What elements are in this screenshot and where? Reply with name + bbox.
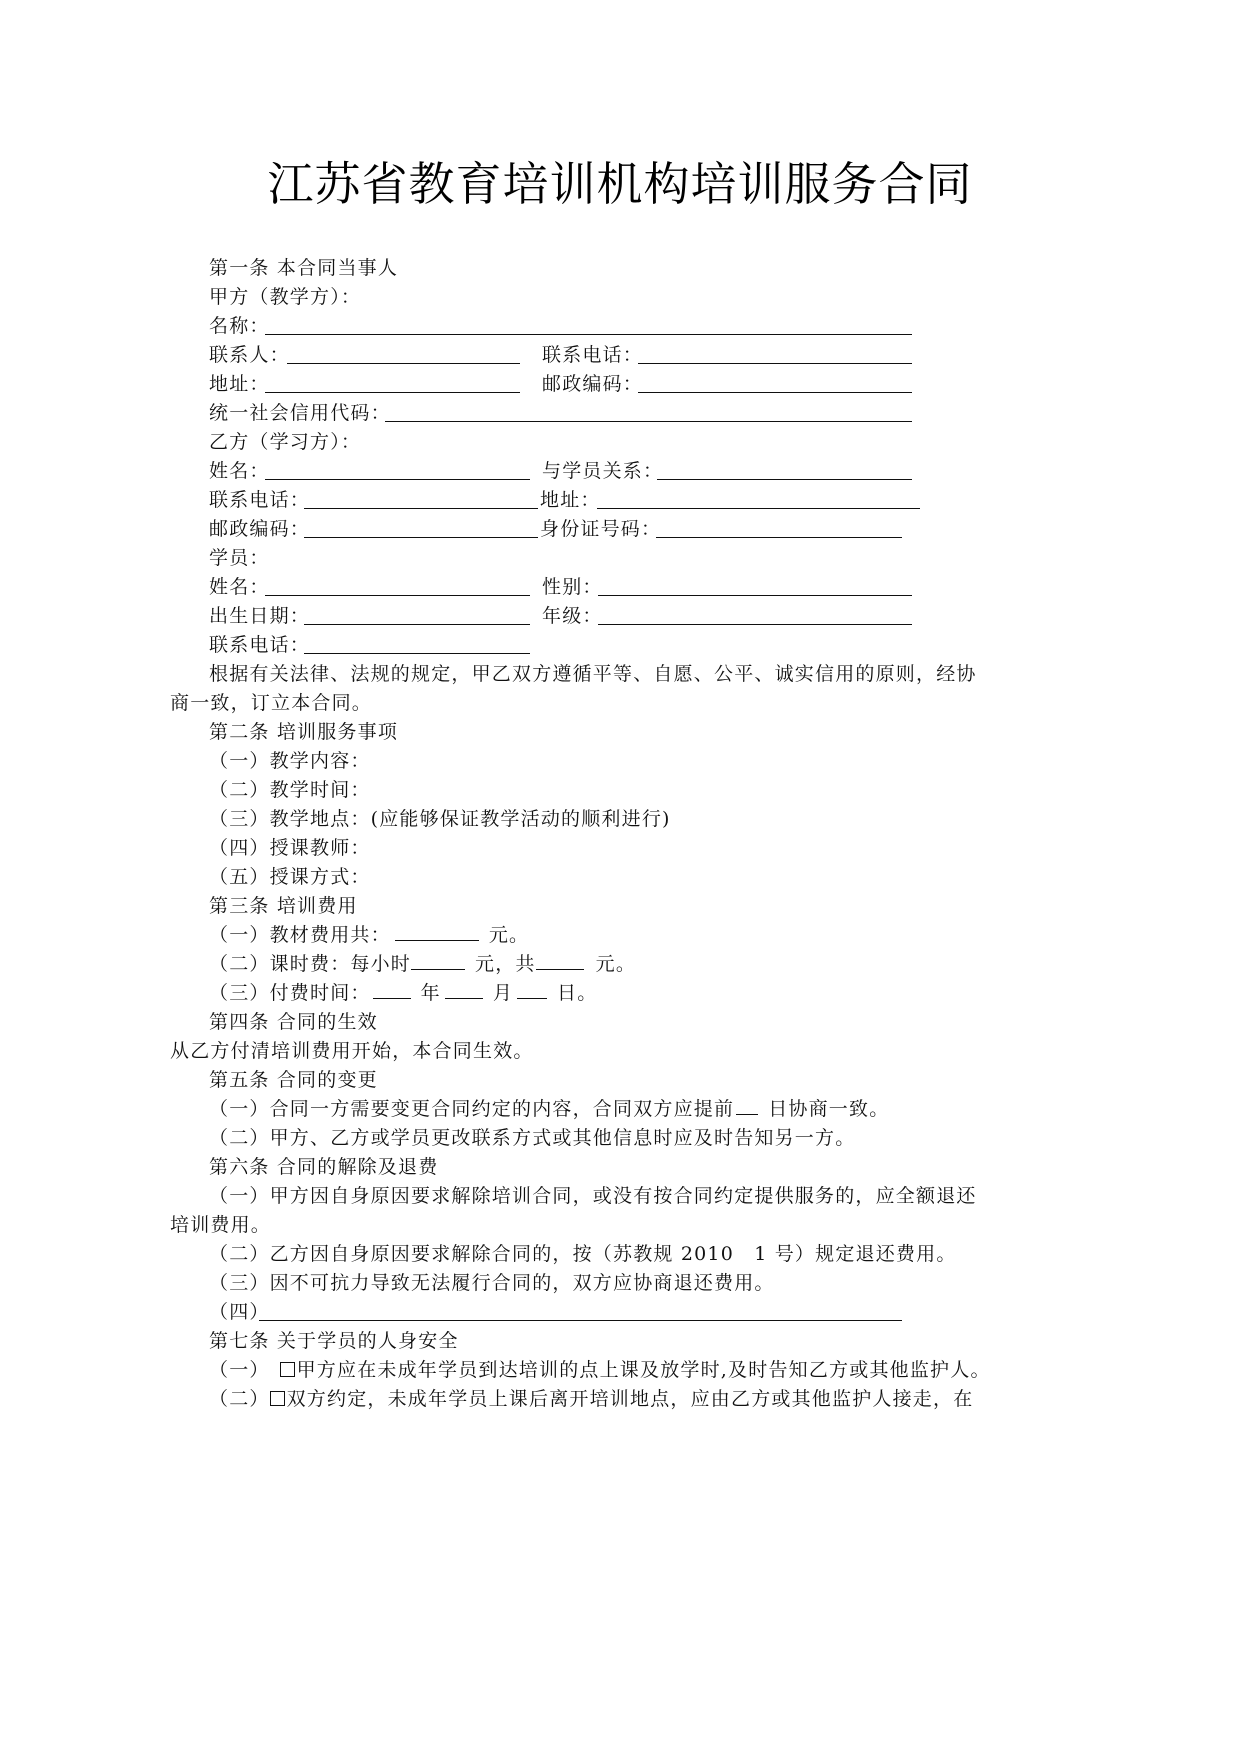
party-a-phone-field[interactable] bbox=[638, 363, 912, 364]
fee-total-unit: 元。 bbox=[595, 953, 637, 975]
party-b-relation-field[interactable] bbox=[657, 479, 912, 480]
student-birth-field[interactable] bbox=[304, 624, 530, 625]
safety-clause-2-number: （二） bbox=[209, 1388, 270, 1410]
safety-clause-1-text: 甲方应在未成年学员到达培训的点上课及放学时,及时告知乙方或其他监护人。 bbox=[296, 1359, 991, 1381]
payment-month-field[interactable] bbox=[445, 980, 483, 999]
student-grade-field[interactable] bbox=[598, 624, 912, 625]
refund-clause-4-label: （四） bbox=[209, 1301, 270, 1323]
student-name-field[interactable] bbox=[265, 595, 530, 596]
party-b-label: 乙方（学习方）： bbox=[209, 431, 362, 453]
article-4-heading: 第四条 合同的生效 bbox=[209, 1011, 378, 1033]
party-b-phone-label: 联系电话： bbox=[209, 489, 311, 511]
safety-clause-2 bbox=[209, 1383, 973, 1415]
credit-code-field[interactable] bbox=[385, 421, 912, 422]
fee-materials-field[interactable] bbox=[395, 922, 479, 941]
student-phone-line bbox=[209, 629, 914, 661]
payment-time-line bbox=[209, 977, 597, 1009]
teaching-time: （二）教学时间： bbox=[209, 779, 371, 801]
party-a-contact-label: 联系人： bbox=[209, 344, 290, 366]
article-6-heading: 第六条 合同的解除及退费 bbox=[209, 1156, 439, 1178]
refund-clause-1b: 培训费用。 bbox=[170, 1214, 272, 1236]
student-name-label: 姓名： bbox=[209, 576, 270, 598]
party-b-postcode-line bbox=[209, 513, 914, 545]
credit-code-label: 统一社会信用代码： bbox=[209, 402, 391, 424]
safety-clause-1 bbox=[209, 1354, 991, 1386]
article-1-heading: 第一条 本合同当事人 bbox=[209, 257, 399, 279]
party-b-address-label: 地址： bbox=[540, 489, 601, 511]
refund-clause-4-field[interactable] bbox=[259, 1320, 902, 1321]
student-grade-label: 年级： bbox=[542, 605, 603, 627]
refund-clause-3: （三）因不可抗力导致无法履行合同的，双方应协商退还费用。 bbox=[209, 1272, 775, 1294]
payment-month-label: 月 bbox=[492, 982, 514, 1004]
teaching-location: （三）教学地点：(应能够保证教学活动的顺利进行) bbox=[209, 808, 671, 830]
fee-hourly-field[interactable] bbox=[411, 951, 465, 970]
party-a-contact-field[interactable] bbox=[287, 363, 520, 364]
teaching-content: （一）教学内容： bbox=[209, 750, 371, 772]
teaching-method: （五）授课方式： bbox=[209, 866, 371, 888]
student-birth-label: 出生日期： bbox=[209, 605, 311, 627]
party-a-contact-line bbox=[209, 339, 914, 371]
safety-clause-1-checkbox[interactable] bbox=[280, 1362, 295, 1377]
article-3-heading: 第三条 培训费用 bbox=[209, 895, 358, 917]
safety-clause-2-text: 双方约定，未成年学员上课后离开培训地点，应由乙方或其他监护人接走，在 bbox=[286, 1388, 974, 1410]
fee-hourly-line bbox=[209, 948, 636, 980]
party-b-postcode-field[interactable] bbox=[304, 537, 538, 538]
article-5-heading: 第五条 合同的变更 bbox=[209, 1069, 378, 1091]
party-b-id-label: 身份证号码： bbox=[540, 518, 662, 540]
article-7-heading: 第七条 关于学员的人身安全 bbox=[209, 1330, 459, 1352]
party-b-relation-label: 与学员关系： bbox=[542, 460, 664, 482]
party-a-credit-line bbox=[209, 397, 914, 429]
party-b-address-field[interactable] bbox=[597, 508, 920, 509]
party-a-name-line bbox=[209, 310, 914, 342]
payment-day-field[interactable] bbox=[517, 980, 547, 999]
party-a-address-label: 地址： bbox=[209, 373, 270, 395]
change-notice-line bbox=[209, 1093, 889, 1125]
contact-change-clause: （二）甲方、乙方或学员更改联系方式或其他信息时应及时告知另一方。 bbox=[209, 1127, 856, 1149]
fee-materials-label: （一）教材费用共： bbox=[209, 924, 391, 946]
student-phone-label: 联系电话： bbox=[209, 634, 311, 656]
preamble-line-1: 根据有关法律、法规的规定，甲乙双方遵循平等、自愿、公平、诚实信用的原则，经协 bbox=[209, 663, 977, 685]
safety-clause-2-checkbox[interactable] bbox=[270, 1391, 285, 1406]
party-b-id-field[interactable] bbox=[656, 537, 902, 538]
payment-year-field[interactable] bbox=[373, 980, 411, 999]
change-notice-label: （一）合同一方需要变更合同约定的内容，合同双方应提前 bbox=[209, 1098, 735, 1120]
party-a-name-field[interactable] bbox=[265, 334, 912, 335]
refund-clause-1a: （一）甲方因自身原因要求解除培训合同，或没有按合同约定提供服务的，应全额退还 bbox=[209, 1185, 977, 1207]
student-gender-field[interactable] bbox=[598, 595, 912, 596]
party-a-phone-label: 联系电话： bbox=[542, 344, 644, 366]
fee-materials-unit: 元。 bbox=[488, 924, 530, 946]
party-a-label: 甲方（教学方）： bbox=[209, 286, 362, 308]
fee-hourly-unit: 元，共 bbox=[475, 953, 536, 975]
party-b-postcode-label: 邮政编码： bbox=[209, 518, 311, 540]
payment-day-label: 日。 bbox=[557, 982, 598, 1004]
document-title: 江苏省教育培训机构培训服务合同 bbox=[267, 157, 973, 211]
party-b-name-label: 姓名： bbox=[209, 460, 270, 482]
student-label: 学员： bbox=[209, 547, 270, 569]
payment-year-label: 年 bbox=[420, 982, 441, 1004]
change-notice-days-field[interactable] bbox=[736, 1096, 758, 1115]
student-gender-label: 性别： bbox=[542, 576, 603, 598]
party-a-postcode-field[interactable] bbox=[638, 392, 912, 393]
fee-total-field[interactable] bbox=[536, 951, 584, 970]
party-a-address-line bbox=[209, 368, 914, 400]
safety-clause-1-number: （一） bbox=[209, 1359, 270, 1381]
student-birth-line bbox=[209, 600, 914, 632]
party-a-address-field[interactable] bbox=[265, 392, 520, 393]
payment-time-label: （三）付费时间： bbox=[209, 982, 371, 1004]
party-b-phone-line bbox=[209, 484, 924, 516]
party-b-phone-field[interactable] bbox=[304, 508, 538, 509]
party-a-postcode-label: 邮政编码： bbox=[542, 373, 644, 395]
party-b-name-field[interactable] bbox=[265, 479, 530, 480]
fee-materials-line bbox=[209, 919, 529, 951]
teaching-teacher: （四）授课教师： bbox=[209, 837, 371, 859]
change-notice-unit: 日协商一致。 bbox=[768, 1098, 890, 1120]
party-a-name-label: 名称： bbox=[209, 315, 270, 337]
refund-clause-4-line bbox=[209, 1296, 914, 1328]
student-phone-field[interactable] bbox=[304, 653, 530, 654]
student-name-line bbox=[209, 571, 914, 603]
party-b-name-line bbox=[209, 455, 914, 487]
refund-clause-2: （二）乙方因自身原因要求解除合同的，按（苏教规 2010 1 号）规定退还费用。 bbox=[209, 1243, 957, 1265]
article-2-heading: 第二条 培训服务事项 bbox=[209, 721, 399, 743]
fee-hourly-label: （二）课时费：每小时 bbox=[209, 953, 412, 975]
preamble-line-2: 商一致，订立本合同。 bbox=[170, 692, 373, 714]
article-4-text: 从乙方付清培训费用开始，本合同生效。 bbox=[170, 1040, 534, 1062]
